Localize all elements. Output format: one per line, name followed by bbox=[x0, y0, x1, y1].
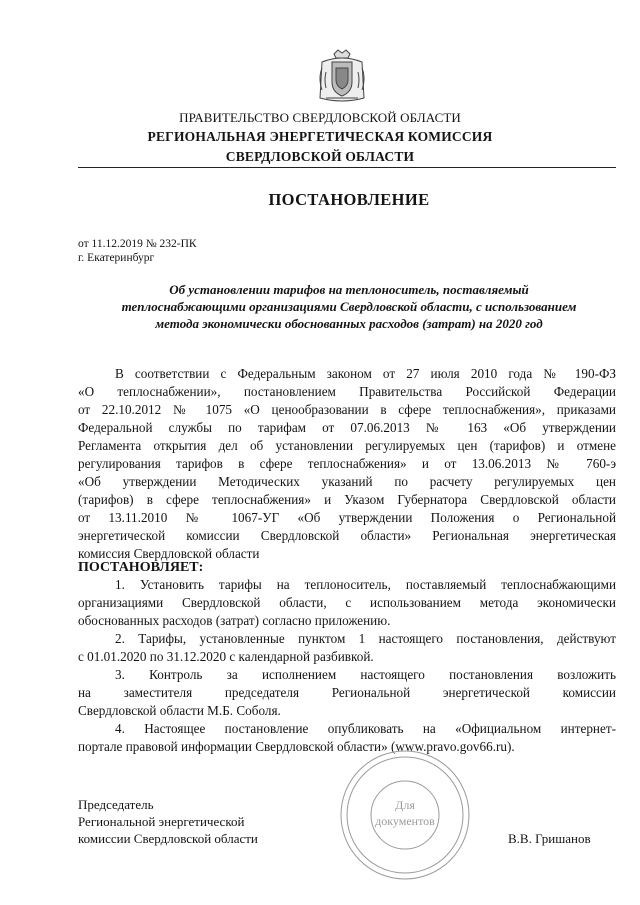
resolves-heading: ПОСТАНОВЛЯЕТ: bbox=[78, 560, 204, 575]
commission-heading: РЕГИОНАЛЬНАЯ ЭНЕРГЕТИЧЕСКАЯ КОМИССИЯ bbox=[147, 129, 493, 144]
item-3-line: на заместителя председателя Региональной энергетической комиссии bbox=[78, 685, 616, 700]
preamble-line: Федеральной службы по тарифам от 07.06.2013 № 163 «Об утверждении bbox=[78, 420, 616, 435]
subject-line: метода экономически обоснованных расходов (затрат) на 2020 год bbox=[155, 316, 543, 331]
preamble-line: В соответствии с Федеральным законом от 27 июля 2010 года № 190-ФЗ bbox=[115, 366, 616, 381]
preamble-line: «О теплоснабжении», постановлением Правительства Российской Федерации bbox=[78, 384, 616, 399]
signatory-title: Региональной энергетической bbox=[78, 814, 245, 829]
item-4-line: 4. Настоящее постановление опубликовать на «Официальном интернет- bbox=[115, 721, 616, 736]
item-1-line: обоснованных расходов (затрат) согласно приложению. bbox=[78, 613, 391, 628]
item-2-line: с 01.01.2020 по 31.12.2020 с календарной разбивкой. bbox=[78, 649, 374, 664]
government-heading: ПРАВИТЕЛЬСТВО СВЕРДЛОВСКОЙ ОБЛАСТИ bbox=[179, 110, 461, 125]
preamble-line: от 13.11.2010 № 1067-УГ «Об утверждении Положения о Региональной bbox=[78, 510, 616, 525]
signatory-title: комиссии Свердловской области bbox=[78, 831, 258, 846]
subject-line: теплоснабжающими организациями Свердловской области, с использованием bbox=[121, 299, 577, 314]
item-1-line: 1. Установить тарифы на теплоноситель, поставляемый теплоснабжающими bbox=[115, 577, 616, 592]
header-divider bbox=[78, 167, 616, 168]
subject-line: Об установлении тарифов на теплоноситель, поставляемый bbox=[169, 282, 529, 297]
oblast-heading: СВЕРДЛОВСКОЙ ОБЛАСТИ bbox=[225, 149, 415, 164]
document-date-number: от 11.12.2019 № 232-ПК bbox=[78, 238, 197, 250]
official-stamp bbox=[335, 745, 475, 885]
item-2-line: 2. Тарифы, установленные пунктом 1 настоящего постановления, действуют bbox=[115, 631, 616, 646]
coat-of-arms-emblem bbox=[314, 48, 370, 104]
preamble-line: комиссия Свердловской области bbox=[78, 546, 260, 561]
signatory-title: Председатель bbox=[78, 797, 154, 812]
item-4-line: портале правовой информации Свердловской области» (www.pravo.gov66.ru). bbox=[78, 739, 515, 754]
stamp-text: Для bbox=[395, 798, 415, 812]
signatory-name: В.В. Гришанов bbox=[508, 831, 591, 846]
preamble-line: от 22.10.2012 № 1075 «О ценообразовании в сфере теплоснабжения», приказами bbox=[78, 402, 616, 417]
item-3-line: Свердловской области М.Б. Соболя. bbox=[78, 703, 281, 718]
stamp-text: документов bbox=[375, 814, 435, 828]
item-3-line: 3. Контроль за исполнением настоящего постановления возложить bbox=[115, 667, 616, 682]
preamble-line: энергетической комиссии Свердловской области» Региональная энергетическая bbox=[78, 528, 616, 543]
document-city: г. Екатеринбург bbox=[78, 252, 155, 264]
document-title: ПОСТАНОВЛЕНИЕ bbox=[268, 190, 430, 209]
item-1-line: организациями Свердловской области, с использованием метода экономически bbox=[78, 595, 616, 610]
preamble-line: Регламента открытия дел об установлении регулируемых цен (тарифов) и отмене bbox=[78, 438, 616, 453]
preamble-line: регулирования тарифов в сфере теплоснабжения» и от 13.06.2013 № 760-э bbox=[78, 456, 616, 471]
preamble-line: (тарифов) в сфере теплоснабжения» и Указом Губернатора Свердловской области bbox=[78, 492, 616, 507]
preamble-line: «Об утверждении Методических указаний по расчету регулируемых цен bbox=[78, 474, 616, 489]
